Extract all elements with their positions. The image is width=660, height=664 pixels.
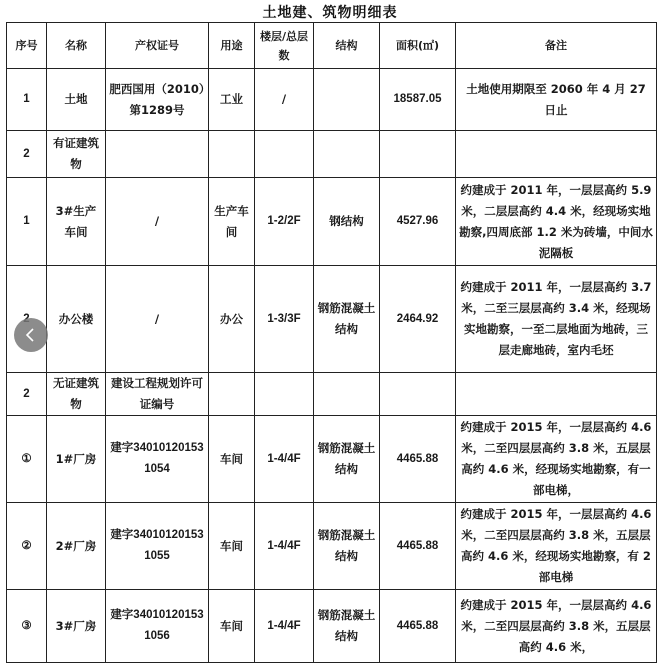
cell-area: 18587.05 [380, 69, 456, 131]
cell-area [380, 131, 456, 178]
header-floors: 楼层/总层数 [255, 23, 314, 69]
cell-use: 生产车间 [209, 178, 255, 266]
header-name: 名称 [47, 23, 106, 69]
header-area: 面积(㎡) [380, 23, 456, 69]
cell-area: 4527.96 [380, 178, 456, 266]
cell-name: 办公楼 [47, 266, 106, 373]
cell-floors [255, 373, 314, 416]
cell-structure [314, 69, 380, 131]
cell-remark: 土地使用期限至 2060 年 4 月 27 日止 [456, 69, 657, 131]
cell-remark [456, 131, 657, 178]
cell-name: 3#厂房 [47, 590, 106, 663]
cell-no: 2 [7, 131, 47, 178]
cell-use [209, 131, 255, 178]
table-row [7, 503, 657, 590]
cell-no: 1 [7, 178, 47, 266]
cell-name: 3#生产车间 [47, 178, 106, 266]
cell-floors: 1-2/2F [255, 178, 314, 266]
cell-name: 土地 [47, 69, 106, 131]
header-no: 序号 [7, 23, 47, 69]
header-cert: 产权证号 [106, 23, 209, 69]
cell-floors [255, 131, 314, 178]
header-remark: 备注 [456, 23, 657, 69]
cell-area: 4465.88 [380, 416, 456, 503]
cell-floors: 1-4/4F [255, 503, 314, 590]
cell-structure: 钢筋混凝土结构 [314, 590, 380, 663]
cell-use [209, 373, 255, 416]
table-row [7, 373, 657, 416]
cell-floors: 1-4/4F [255, 416, 314, 503]
cell-no: ② [7, 503, 47, 590]
cell-area: 2464.92 [380, 266, 456, 373]
cell-name: 2#厂房 [47, 503, 106, 590]
cell-structure [314, 373, 380, 416]
cell-no: ③ [7, 590, 47, 663]
cell-no: 1 [7, 69, 47, 131]
cell-remark: 约建成于 2015 年，一层层高约 4.6 米，二至四层层高约 3.8 米，五层层高约 4.6 米， [456, 590, 657, 663]
previous-page-button[interactable] [14, 318, 48, 352]
cell-cert [106, 131, 209, 178]
cell-cert: 建字340101201531055 [106, 503, 209, 590]
header-structure: 结构 [314, 23, 380, 69]
cell-structure: 钢筋混凝土结构 [314, 503, 380, 590]
cell-no: 2 [7, 373, 47, 416]
cell-floors: 1-3/3F [255, 266, 314, 373]
cell-remark [456, 373, 657, 416]
cell-cert: 建设工程规划许可证编号 [106, 373, 209, 416]
detail-table [6, 22, 657, 663]
cell-name: 有证建筑物 [47, 131, 106, 178]
header-use: 用途 [209, 23, 255, 69]
cell-use: 车间 [209, 590, 255, 663]
cell-area [380, 373, 456, 416]
cell-structure: 钢筋混凝土结构 [314, 416, 380, 503]
cell-use: 车间 [209, 416, 255, 503]
cell-remark: 约建成于 2015 年，一层层高约 4.6 米，二至四层层高约 3.8 米，五层层高约 4.6 米，经现场实地勘察，有 2 部电梯 [456, 503, 657, 590]
cell-cert: 肥西国用（2010）第1289号 [106, 69, 209, 131]
cell-area: 4465.88 [380, 590, 456, 663]
cell-cert: 建字340101201531054 [106, 416, 209, 503]
cell-remark: 约建成于 2011 年，一层层高约 3.7 米，二至三层层高约 3.4 米，经现场实地勘察，一至二层地面为地砖，三层走廊地砖，室内毛坯 [456, 266, 657, 373]
table-row [7, 266, 657, 373]
cell-no: ① [7, 416, 47, 503]
table-row [7, 416, 657, 503]
cell-structure: 钢筋混凝土结构 [314, 266, 380, 373]
table-row [7, 69, 657, 131]
cell-cert: 建字340101201531056 [106, 590, 209, 663]
cell-floors: 1-4/4F [255, 590, 314, 663]
table-row [7, 131, 657, 178]
cell-structure: 钢结构 [314, 178, 380, 266]
cell-area: 4465.88 [380, 503, 456, 590]
cell-remark: 约建成于 2015 年，一层层高约 4.6 米，二至四层层高约 3.8 米，五层层高约 4.6 米，经现场实地勘察，有一部电梯， [456, 416, 657, 503]
cell-use: 办公 [209, 266, 255, 373]
table-row [7, 178, 657, 266]
chevron-left-icon [24, 328, 38, 342]
page-title: 土地建、筑物明细表 [262, 5, 398, 21]
cell-use: 工业 [209, 69, 255, 131]
table-row [7, 590, 657, 663]
cell-floors: / [255, 69, 314, 131]
cell-name: 1#厂房 [47, 416, 106, 503]
cell-name: 无证建筑物 [47, 373, 106, 416]
cell-cert: / [106, 178, 209, 266]
cell-cert: / [106, 266, 209, 373]
cell-structure [314, 131, 380, 178]
cell-remark: 约建成于 2011 年，一层层高约 5.9 米，二层层高约 4.4 米，经现场实地勘察,四周底部 1.2 米为砖墙，中间水泥隔板 [456, 178, 657, 266]
header-row [7, 23, 657, 69]
cell-use: 车间 [209, 503, 255, 590]
